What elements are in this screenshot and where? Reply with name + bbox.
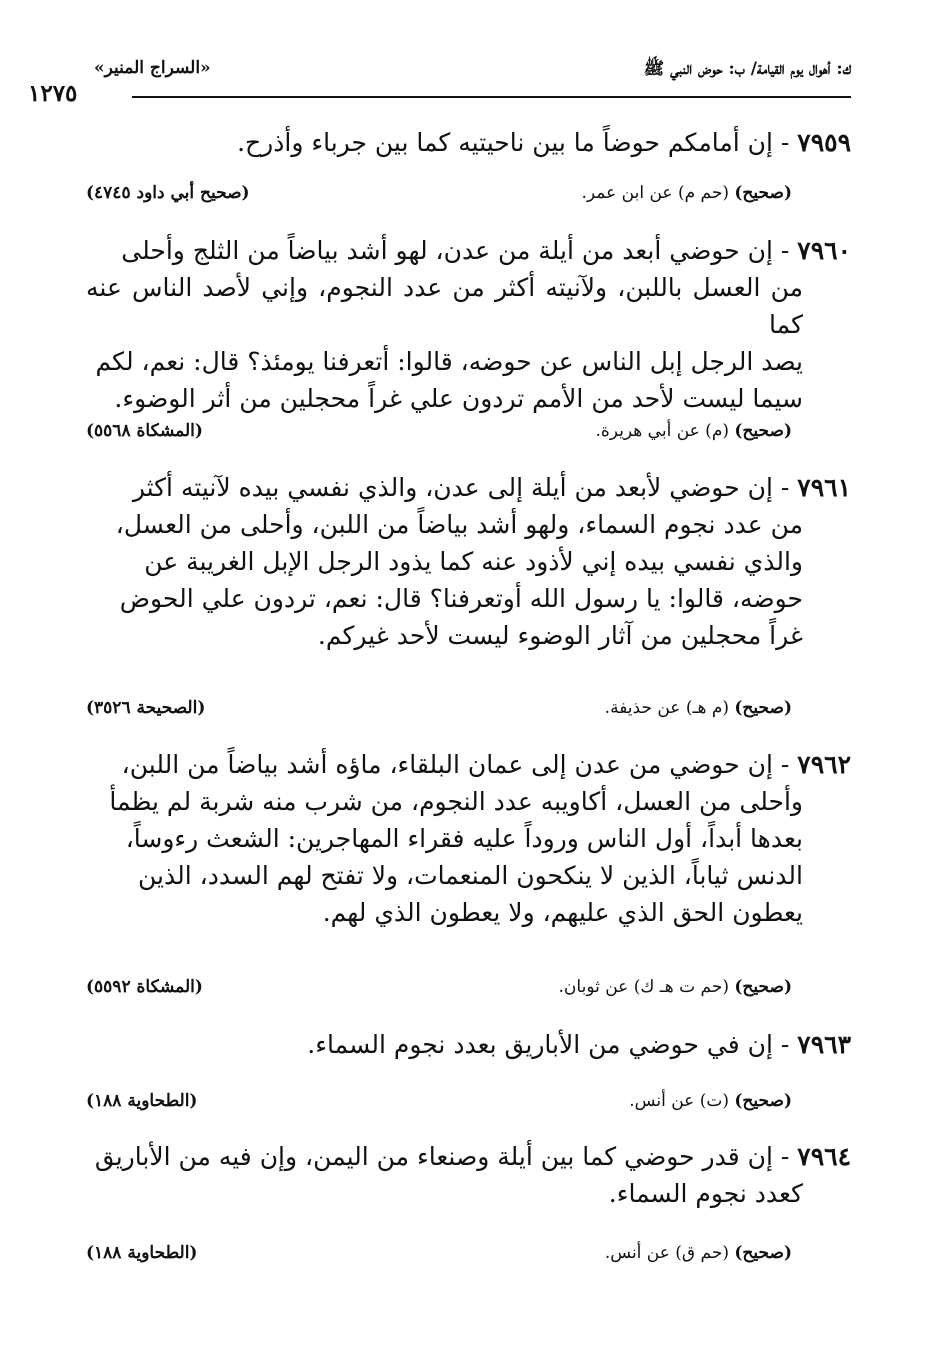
hadith-number: ٧٩٦٢ (797, 750, 851, 779)
hadith-grade: (صحيح) (734, 421, 792, 441)
hadith-grade: (صحيح) (734, 977, 792, 997)
hadith-line: كعدد نجوم السماء. (608, 1179, 803, 1208)
hadith-reference: (الطحاوية ١٨٨) (86, 1091, 198, 1111)
hadith-line: من العسل باللبن، ولآنيته أكثر من عدد النجوم، وإني لأصد الناس عنه كما (86, 273, 803, 339)
hadith-line: سيما ليست لأحد من الأمم تردون علي غراً محجلين من أثر الوضوء. (114, 384, 803, 413)
hadith-grade: (صحيح) (734, 1243, 792, 1263)
hadith-line: الدنس ثياباً، الذين لا ينكحون المنعمات، ولا تفتح لهم السدد، الذين (138, 861, 803, 890)
hadith-grade-source (582, 183, 792, 203)
page-number: ١٢٧٥ (28, 80, 78, 107)
hadith-line: بعدها أبداً، أول الناس وروداً عليه فقراء المهاجرين: الشعث رءوساً، (125, 824, 803, 853)
hadith-source-line (86, 421, 792, 445)
hadith-text (86, 1138, 851, 1212)
hadith-line: حوضه، قالوا: يا رسول الله أوتعرفنا؟ قال: نعم، تردون علي الحوض (119, 584, 803, 613)
hadith-grade-source (629, 1091, 792, 1111)
hadith-source-line (86, 977, 792, 1001)
hadith-number: ٧٩٦٤ (797, 1142, 851, 1171)
hadith-line: - إن في حوضي من الأباريق بعدد نجوم السماء. (307, 1030, 790, 1059)
hadith-text (86, 124, 851, 161)
hadith-line: - إن أمامكم حوضاً ما بين ناحيتيه كما بين جرباء وأذرح. (237, 128, 790, 157)
hadith-grade: (صحيح) (734, 1091, 792, 1111)
hadith-source-line (86, 183, 792, 207)
hadith-grade-source (605, 698, 792, 718)
hadith-source-line (86, 1243, 792, 1267)
hadith-grade-source (559, 977, 792, 997)
hadith-source: (حم ق) عن أنس. (604, 1243, 729, 1263)
hadith-7963 (86, 1026, 851, 1063)
hadith-reference: (صحيح أبي داود ٤٧٤٥) (86, 183, 250, 203)
hadith-reference: (المشكاة ٥٥٦٨) (86, 421, 203, 441)
hadith-source: (ت) عن أنس. (629, 1091, 729, 1111)
hadith-line: يصد الرجل إبل الناس عن حوضه، قالوا: أتعرفنا يومئذ؟ قال: نعم، لكم (95, 347, 803, 376)
hadith-source: (م) عن أبي هريرة. (595, 421, 729, 441)
hadith-7961 (86, 469, 851, 654)
hadith-number: ٧٩٦٣ (797, 1030, 851, 1059)
hadith-grade-source (596, 421, 793, 441)
hadith-line: من عدد نجوم السماء، ولهو أشد بياضاً من اللبن، وأحلى من العسل، (115, 510, 803, 539)
hadith-reference: (المشكاة ٥٥٩٢) (86, 977, 203, 997)
hadith-line: - إن حوضي لأبعد من أيلة إلى عدن، والذي نفسي بيده لآنيته أكثر (132, 473, 790, 502)
hadith-7960 (86, 232, 851, 417)
hadith-source-line (86, 1091, 792, 1115)
hadith-source: (م هـ) عن حذيفة. (604, 698, 729, 718)
hadith-number: ٧٩٥٩ (797, 128, 851, 157)
header-rule (132, 96, 851, 98)
hadith-source: (حم م) عن ابن عمر. (581, 183, 729, 203)
hadith-line: يعطون الحق الذي عليهم، ولا يعطون الذي لهم. (322, 898, 803, 927)
hadith-text (86, 1026, 851, 1063)
page-header (28, 48, 851, 107)
hadith-line: غراً محجلين من آثار الوضوء ليست لأحد غيركم. (317, 621, 803, 650)
hadith-line: - إن حوضي أبعد من أيلة من عدن، لهو أشد بياضاً من الثلج وأحلى (121, 236, 790, 265)
hadith-text (86, 469, 851, 654)
hadith-line: والذي نفسي بيده إني لأذود عنه كما يذود الرجل الإبل الغريبة عن (144, 547, 803, 576)
hadith-source: (حم ت هـ ك) عن ثوبان. (558, 977, 729, 997)
book-title: «السراج المنير» (94, 58, 211, 78)
hadith-7959 (86, 124, 851, 161)
hadith-reference: (الطحاوية ١٨٨) (86, 1243, 198, 1263)
hadith-7964 (86, 1138, 851, 1212)
hadith-line: - إن حوضي من عدن إلى عمان البلقاء، ماؤه أشد بياضاً من اللبن، (121, 750, 790, 779)
hadith-7962 (86, 746, 851, 931)
hadith-text (86, 746, 851, 931)
hadith-source-line (86, 698, 792, 722)
hadith-text (86, 232, 851, 417)
hadith-grade: (صحيح) (734, 183, 792, 203)
hadith-line: - إن قدر حوضي كما بين أيلة وصنعاء من اليمن، وإن فيه من الأباريق (94, 1142, 790, 1171)
hadith-grade-source (605, 1243, 792, 1263)
hadith-number: ٧٩٦٠ (797, 236, 851, 265)
hadith-line: وأحلى من العسل، أكاويبه عدد النجوم، من شرب منه شربة لم يظمأ (109, 787, 803, 816)
chapter-title: ك: أهوال يوم القيامة/ ب: حوض النبي ﷺ (643, 59, 851, 79)
hadith-grade: (صحيح) (734, 698, 792, 718)
hadith-number: ٧٩٦١ (797, 473, 851, 502)
hadith-reference: (الصحيحة ٣٥٢٦) (86, 698, 206, 718)
